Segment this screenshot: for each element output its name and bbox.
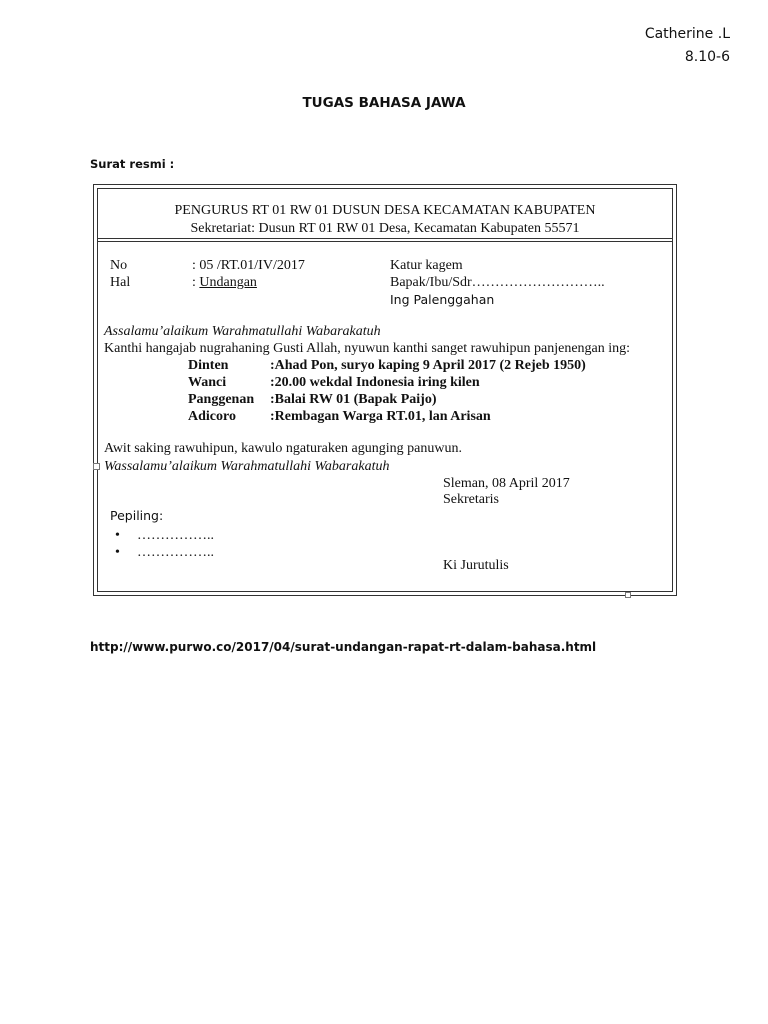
place-and-date: Sleman, 08 April 2017 <box>443 476 570 491</box>
letterhead-rule-bottom <box>97 241 673 242</box>
section-label: Surat resmi : <box>90 157 175 171</box>
resize-handle-icon[interactable] <box>625 592 631 598</box>
recipient-line-1: Katur kagem <box>390 258 463 273</box>
cc-item-text: …………….. <box>137 528 214 543</box>
detail-label-place: Panggenan <box>188 392 255 407</box>
table-move-handle-icon[interactable] <box>93 463 100 470</box>
document-title: TUGAS BAHASA JAWA <box>302 95 466 111</box>
closing-paragraph: Awit saking rawuhipun, kawulo ngaturaken agunging panuwun. <box>104 441 462 456</box>
opening-greeting: Assalamu’alaikum Warahmatullahi Wabarakatuh <box>104 324 381 339</box>
number-value: : 05 /RT.01/IV/2017 <box>192 258 305 273</box>
cc-item-text: …………….. <box>137 545 214 560</box>
recipient-line-2: Bapak/Ibu/Sdr……………………….. <box>390 275 605 290</box>
bullet-icon: • <box>115 545 120 560</box>
detail-value-time: :20.00 wekdal Indonesia iring kilen <box>270 375 480 390</box>
letterhead-secretariat: Sekretariat: Dusun RT 01 RW 01 Desa, Kecamatan Kabupaten 55571 <box>190 221 580 236</box>
detail-label-agenda: Adicoro <box>188 409 236 424</box>
detail-label-day: Dinten <box>188 358 229 373</box>
source-url[interactable]: http://www.purwo.co/2017/04/surat-undangan-rapat-rt-dalam-bahasa.html <box>90 640 597 654</box>
subject-text: Undangan <box>199 275 257 290</box>
cc-label: Pepiling: <box>110 508 164 523</box>
student-name: Catherine .L <box>644 26 730 42</box>
cc-list-item <box>115 545 214 561</box>
number-label: No <box>110 258 128 273</box>
subject-value <box>192 275 257 291</box>
detail-value-agenda: :Rembagan Warga RT.01, lan Arisan <box>270 409 491 424</box>
recipient-line-3: Ing Palenggahan <box>390 292 495 307</box>
detail-label-time: Wanci <box>188 375 227 390</box>
cc-list-item <box>115 528 214 544</box>
student-class: 8.10-6 <box>684 49 730 65</box>
signatory-title: Sekretaris <box>443 492 499 507</box>
detail-value-day: :Ahad Pon, suryo kaping 9 April 2017 (2 Rejeb 1950) <box>270 358 586 373</box>
bullet-icon: • <box>115 528 120 543</box>
letterhead-rule-top <box>97 238 673 239</box>
detail-value-place: :Balai RW 01 (Bapak Paijo) <box>270 392 437 407</box>
closing-greeting: Wassalamu’alaikum Warahmatullahi Wabarakatuh <box>104 459 390 474</box>
subject-label: Hal <box>110 275 131 290</box>
intro-paragraph: Kanthi hangajab nugrahaning Gusti Allah, nyuwun kanthi sanget rawuhipun panjenengan ing: <box>104 341 631 356</box>
subject-prefix: : <box>192 275 200 290</box>
signatory-name: Ki Jurutulis <box>443 558 509 573</box>
letterhead-org-name: PENGURUS RT 01 RW 01 DUSUN DESA KECAMATAN KABUPATEN <box>174 203 596 218</box>
